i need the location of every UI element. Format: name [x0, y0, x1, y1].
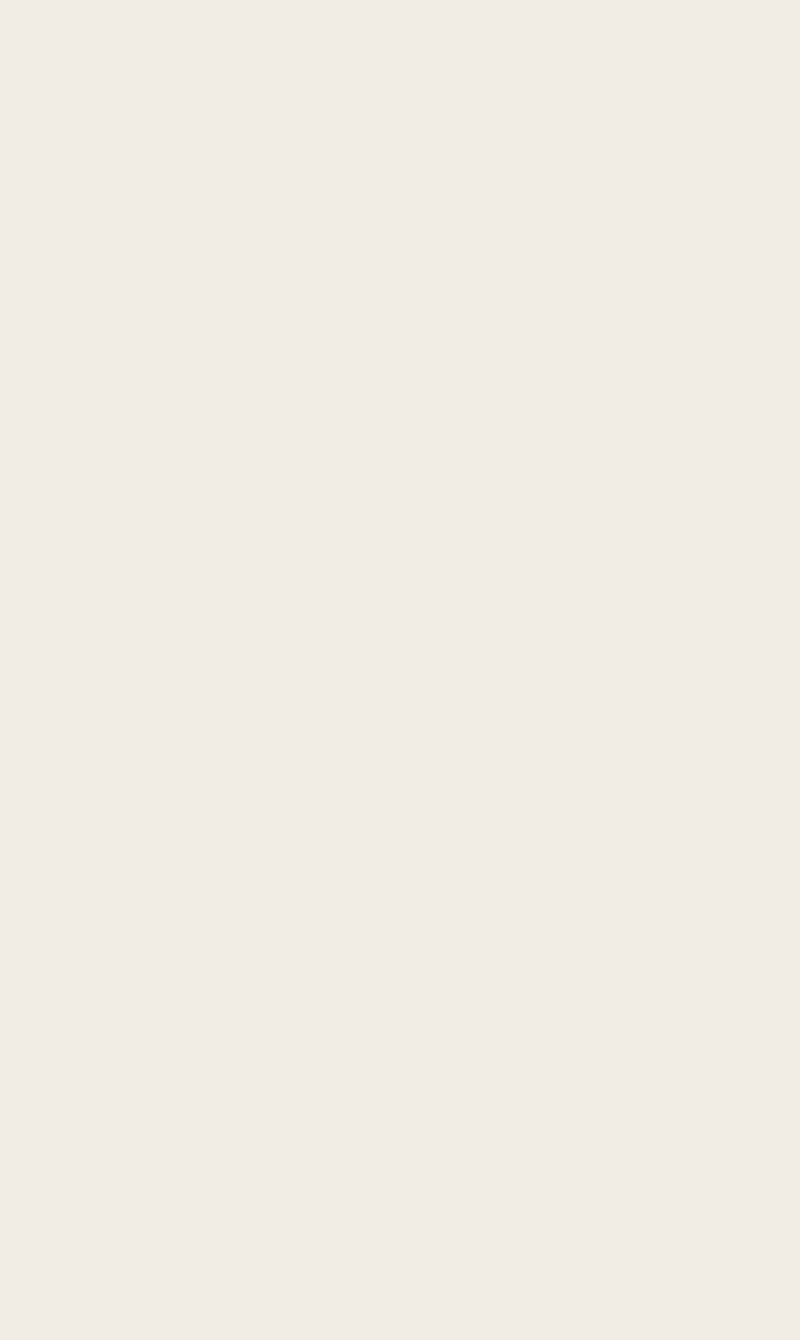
running-head [0, 6, 800, 66]
